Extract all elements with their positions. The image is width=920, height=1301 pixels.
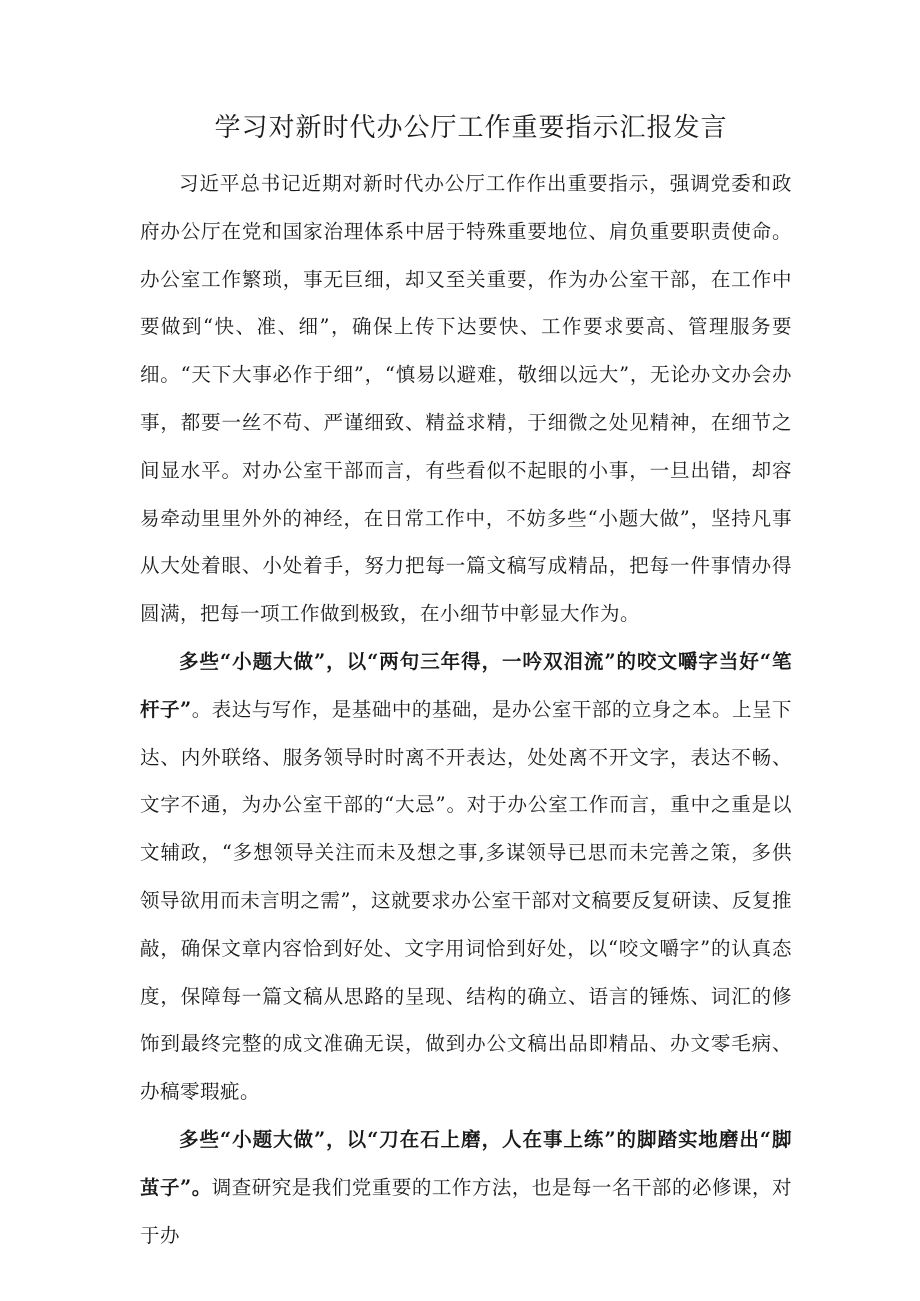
document-title: 学习对新时代办公厅工作重要指示汇报发言 [214,113,728,143]
paragraph-2 [140,638,792,1116]
paragraph-2-lead: 多些“小题大做”，以“两句三年得，一吟双泪流”的咬文嚼字当好“笔杆子” [140,649,792,721]
paragraph-1-text: 习近平总书记近期对新时代办公厅工作作出重要指示，强调党委和政府办公厅在党和国家治理体系中居于特殊重要地位、肩负重要职责使命。办公室工作繁琐，事无巨细，却又至关重要，作为办公室干部，在工作中要做到“快、准、细”，确保上传下达要快、工作要求要高、管理服务要细。“天下大事必作于细”，“慎易以避难，敬细以远大”，无论办文办会办事，都要一丝不苟、严谨细致、精益求精，于细微之处见精神，在细节之间显水平。对办公室干部而言，有些看似不起眼的小事，一旦出错，却容易牵动里里外外的神经，在日常工作中，不妨多些“小题大做”，坚持凡事从大处着眼、小处着手，努力把每一篇文稿写成精品，把每一件事情办得圆满，把每一项工作做到极致，在小细节中彰显大作为。 [140,172,792,626]
paragraph-2-text: 。表达与写作，是基础中的基础，是办公室干部的立身之本。上呈下达、内外联络、服务领导时时离不开表达，处处离不开文字，表达不畅、文字不通，为办公室干部的“大忌”。对于办公室工作而言，重中之重是以文辅政，“多想领导关注而未及想之事,多谋领导已思而未完善之策，多供领导欲用而未言明之需”，这就要求办公室干部对文稿要反复研读、反复推敲，确保文章内容恰到好处、文字用词恰到好处，以“咬文嚼字”的认真态度，保障每一篇文稿从思路的呈现、结构的确立、语言的锤炼、词汇的修饰到最终完整的成文准确无误，做到办公文稿出品即精品、办文零毛病、办稿零瑕疵。 [140,697,792,1104]
paragraph-3-text: 调查研究是我们党重要的工作方法，也是每一名干部的必修课，对于办 [140,1175,792,1247]
paragraph-3-lead: 多些“小题大做”，以“刀在石上磨，人在事上练”的脚踏实地磨出“脚茧子”。 [140,1127,792,1199]
paragraph-3 [140,1116,792,1259]
paragraph-1 [140,160,792,638]
